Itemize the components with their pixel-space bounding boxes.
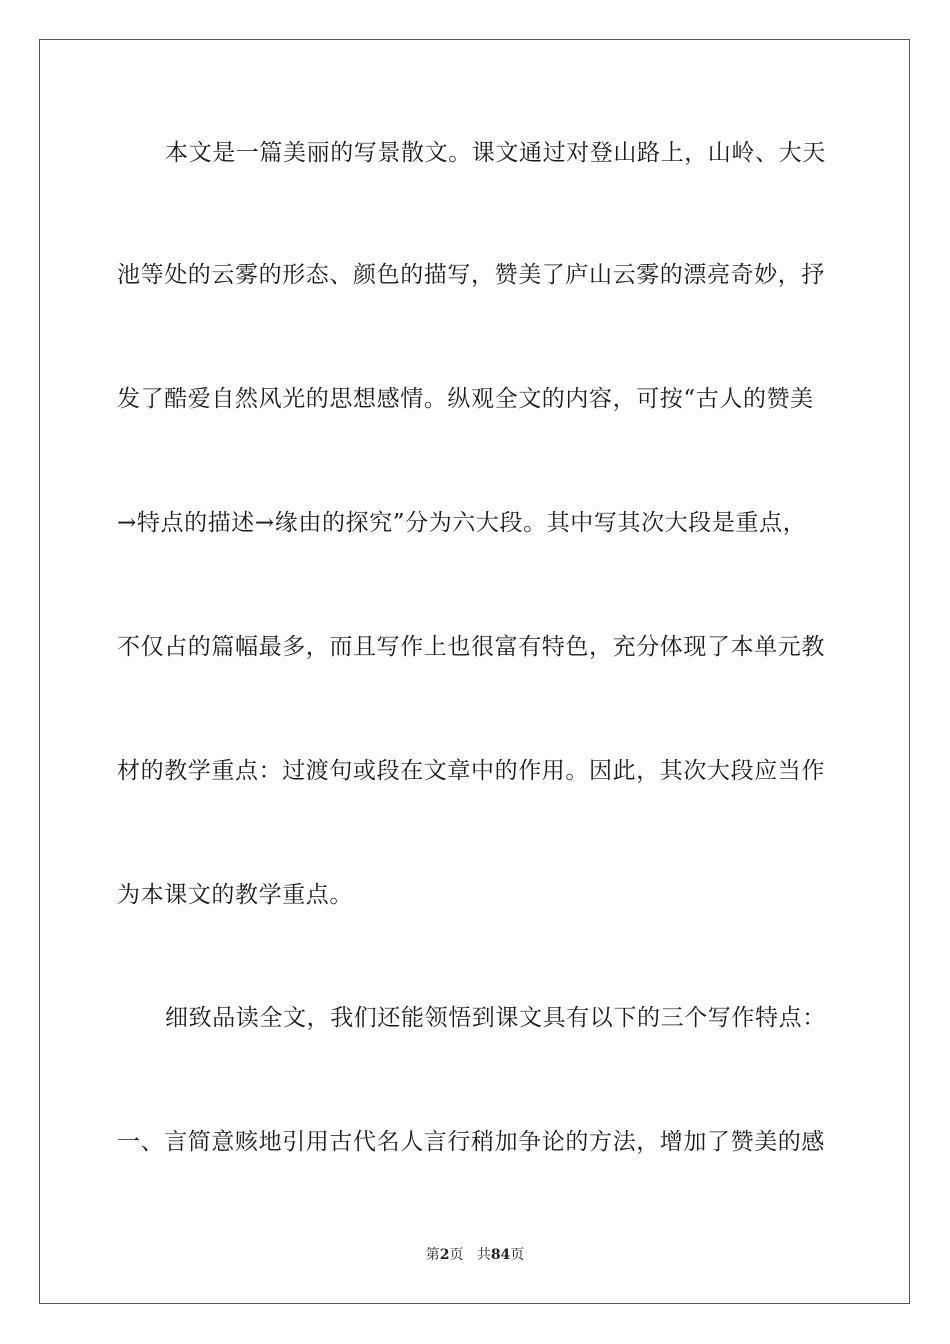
paragraph-1-line-5: 不仅占的篇幅最多，而且写作上也很富有特色，充分体现了本单元教 [117,634,825,660]
paragraph-2-line-1: 细致品读全文，我们还能领悟到课文具有以下的三个写作特点： [165,1005,826,1031]
total-suffix: 页 [510,1247,525,1263]
paragraph-1-line-4: →特点的描述→缘由的探究”分为六大段。其中写其次大段是重点， [117,510,807,536]
page-prefix: 第 [425,1247,440,1263]
page-footer [0,1245,950,1265]
paragraph-1-line-6: 材的教学重点：过渡句或段在文章中的作用。因此，其次大段应当作 [117,758,825,784]
total-prefix: 共 [476,1247,491,1263]
paragraph-1-line-3: 发了酷爱自然风光的思想感情。纵观全文的内容，可按“古人的赞美 [117,386,814,412]
paragraph-1-line-1: 本文是一篇美丽的写景散文。课文通过对登山路上，山岭、大天 [165,140,826,166]
total-pages: 84 [490,1247,511,1263]
page-border [39,39,910,1304]
paragraph-1-line-2: 池等处的云雾的形态、颜色的描写，赞美了庐山云雾的漂亮奇妙，抒 [117,262,825,288]
paragraph-3-line-1: 一、言简意赅地引用古代名人言行稍加争论的方法，增加了赞美的感 [117,1129,825,1155]
paragraph-1-line-7: 为本课文的教学重点。 [117,882,353,908]
page-suffix: 页 [449,1247,464,1263]
page-number: 2 [439,1247,450,1263]
